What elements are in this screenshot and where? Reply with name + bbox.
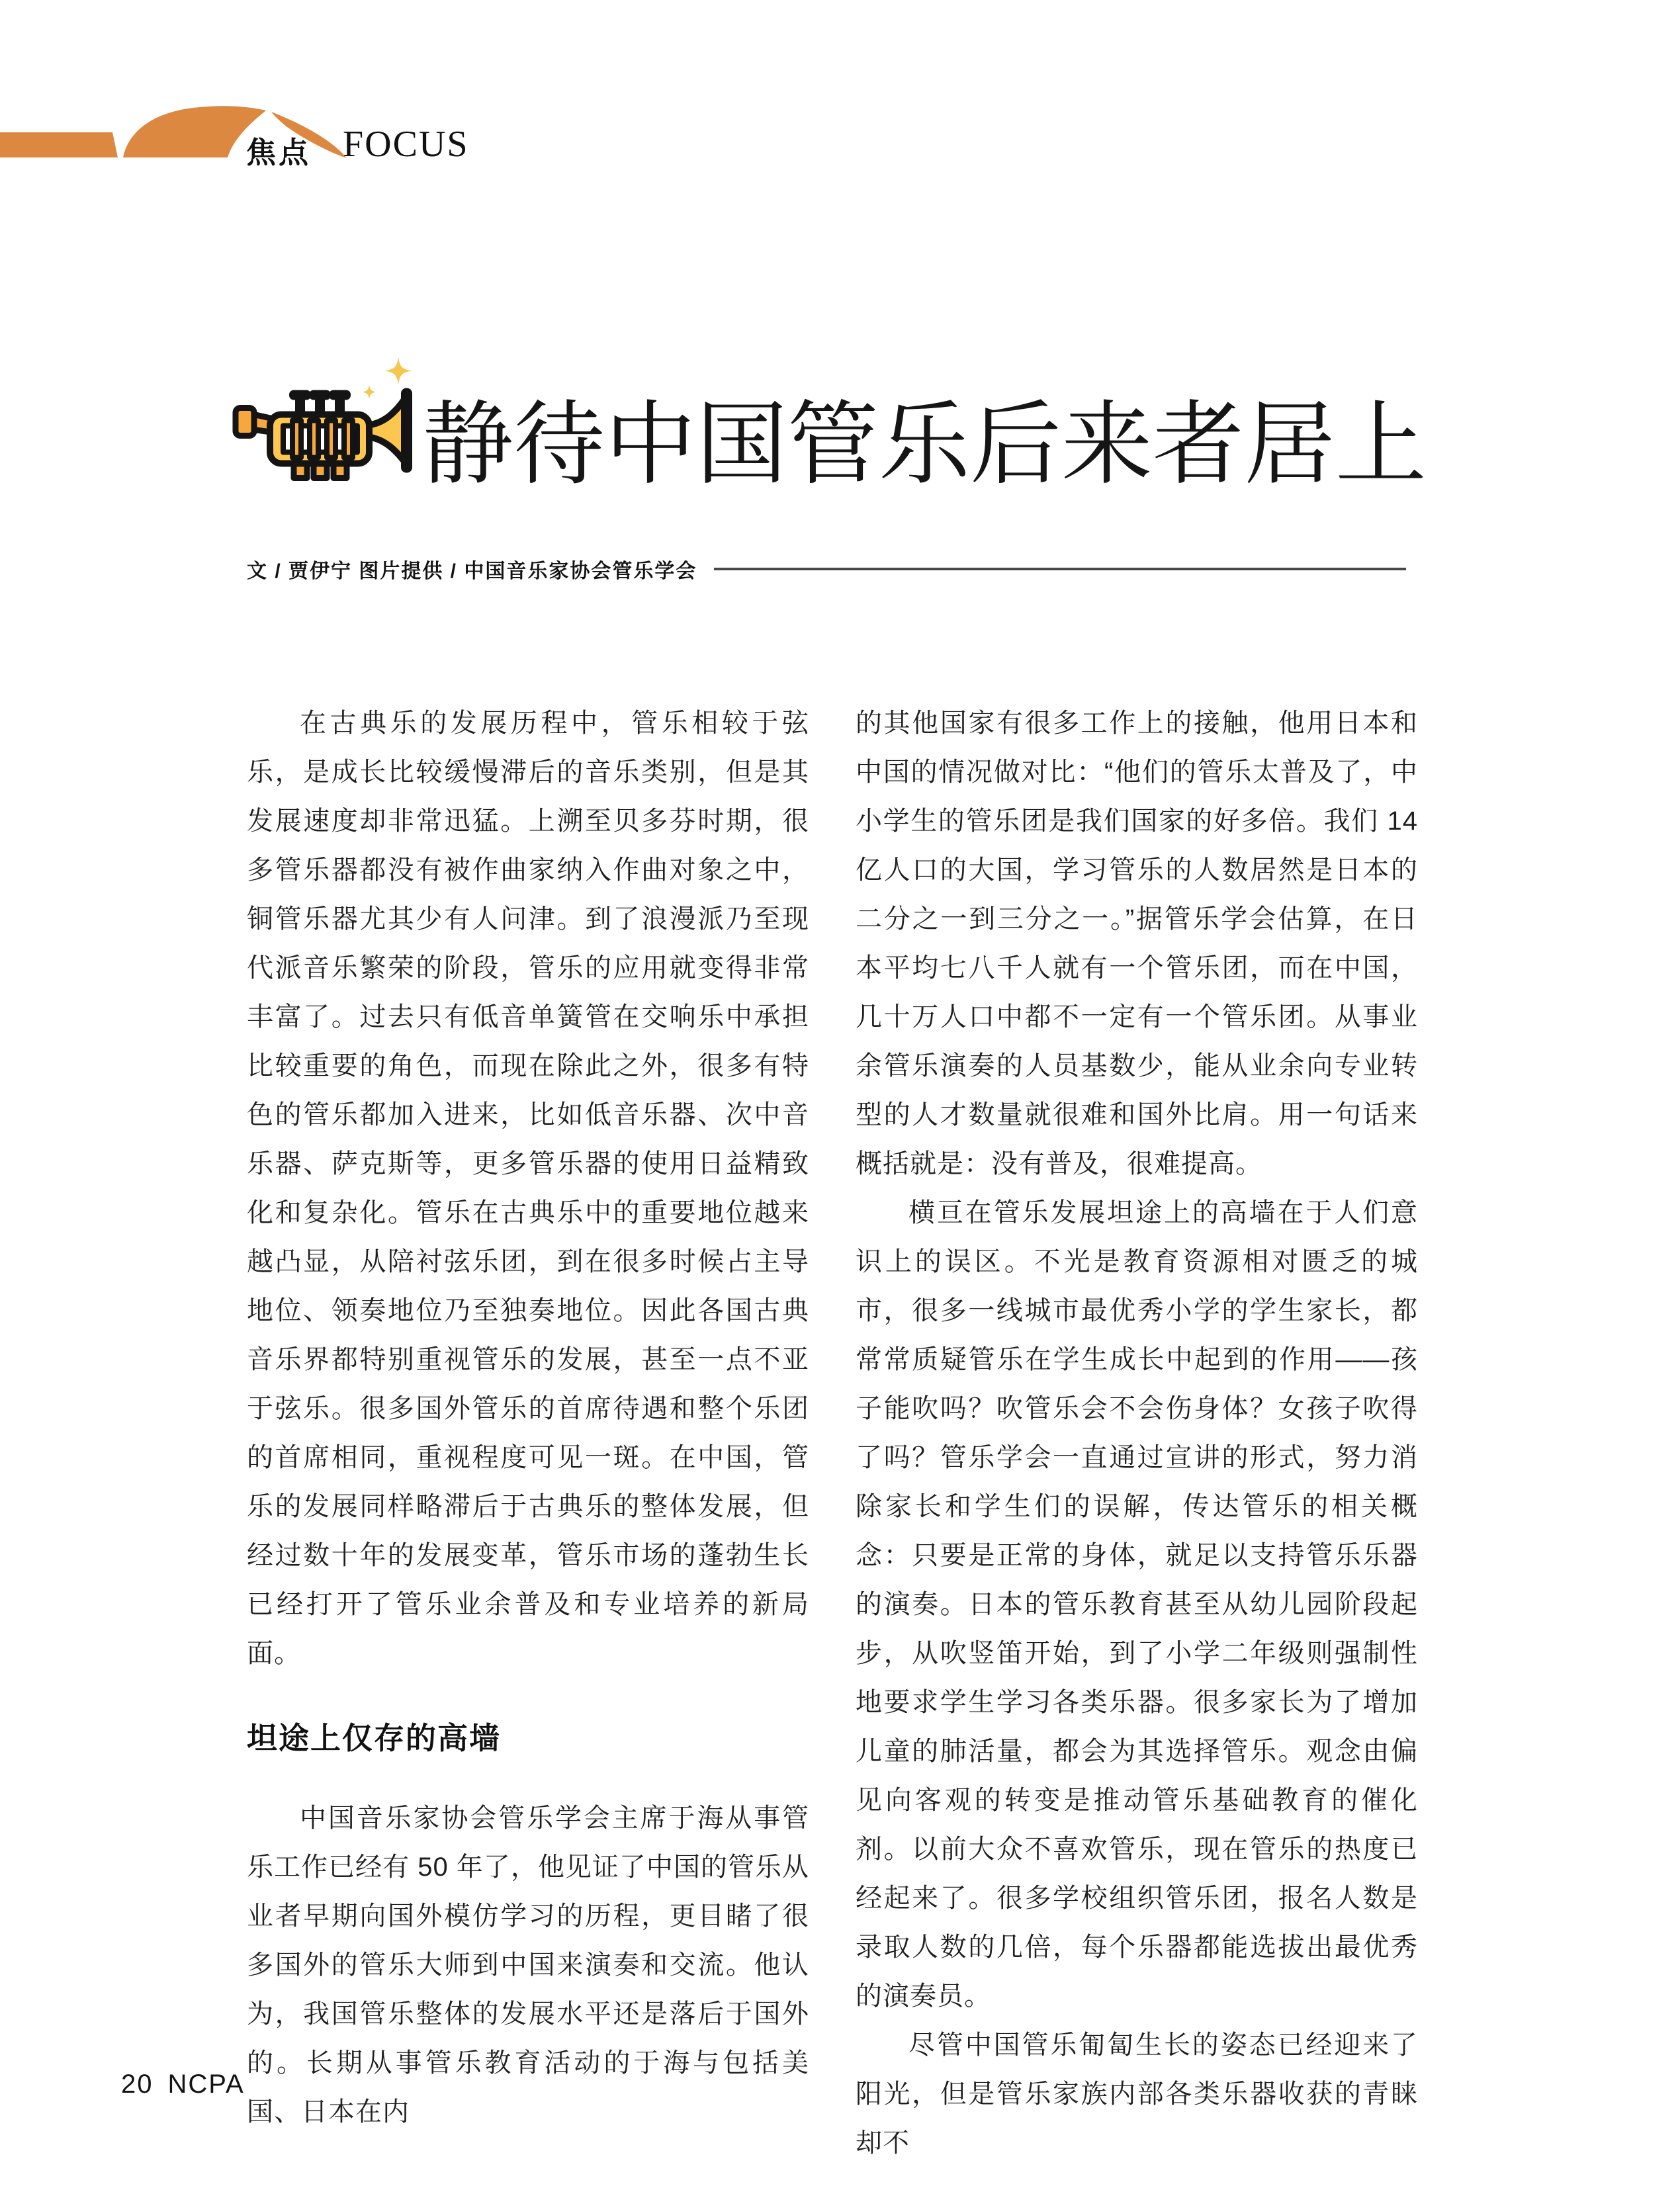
- trumpet-icon: [232, 349, 430, 485]
- footer-page-number: 20: [121, 2070, 154, 2099]
- article-right-column: [856, 699, 1418, 2167]
- paragraph: 尽管中国管乐匍匐生长的姿态已经迎来了阳光，但是管乐家族内部各类乐器收获的青睐却不: [856, 2031, 1418, 2158]
- paragraph: 的其他国家有很多工作上的接触，他用日本和中国的情况做对比：“他们的管乐太普及了，中小学生的管乐团是我们国家的好多倍。我们 14 亿人口的大国，学习管乐的人数居然是日本的二分之一到三分之一。”据管乐学会估算，在日本平均七八千人就有一个管乐团，而在中国，几十万人口中都不一定有一个管乐团。从事业余管乐演奏的人员基数少，能从业余向专业转型的人才数量就很难和国外比肩。用一句话来概括就是：没有普及，很难提高。: [856, 709, 1418, 1178]
- section-label-cn: 焦点: [246, 136, 312, 169]
- byline-row: [247, 554, 1406, 584]
- article-left-column: [247, 699, 809, 2167]
- paragraph: 在古典乐的发展历程中，管乐相较于弦乐，是成长比较缓慢滞后的音乐类别，但是其发展速度却非常迅猛。上溯至贝多芬时期，很多管乐器都没有被作曲家纳入作曲对象之中，铜管乐器尤其少有人问津。到了浪漫派乃至现代派音乐繁荣的阶段，管乐的应用就变得非常丰富了。过去只有低音单簧管在交响乐中承担比较重要的角色，而现在除此之外，很多有特色的管乐都加入进来，比如低音乐器、次中音乐器、萨克斯等，更多管乐器的使用日益精致化和复杂化。管乐在古典乐中的重要地位越来越凸显，从陪衬弦乐团，到在很多时候占主导地位、领奏地位乃至独奏地位。因此各国古典音乐界都特别重视管乐的发展，甚至一点不亚于弦乐。很多国外管乐的首席待遇和整个乐团的首席相同，重视程度可见一斑。在中国，管乐的发展同样略滞后于古典乐的整体发展，但经过数十年的发展变革，管乐市场的蓬勃生长已经打开了管乐业余普及和专业培养的新局面。: [247, 709, 809, 1668]
- article-body: [247, 699, 1417, 2167]
- header-dome: [123, 106, 266, 157]
- header-bar: [0, 132, 118, 157]
- paragraph: 中国音乐家协会管乐学会主席于海从事管乐工作已经有 50 年了，他见证了中国的管乐从业者早期向国外模仿学习的历程，更目睹了很多国外的管乐大师到中国来演奏和交流。他认为，我国管乐整体的发展水平还是落后于国外的。长期从事管乐教育活动的于海与包括美国、日本在内: [247, 1804, 809, 2127]
- section-heading: 坦途上仅存的高墙: [247, 1721, 501, 1755]
- article-title: 静待中国管乐后来者居上: [422, 394, 1427, 496]
- page-footer: [121, 2070, 245, 2099]
- section-label-en: FOCUS: [343, 124, 469, 165]
- trumpet-bell: [369, 399, 405, 462]
- byline: 文 / 贾伊宁 图片提供 / 中国音乐家协会管乐学会: [247, 560, 697, 582]
- byline-rule: [714, 568, 1406, 570]
- paragraph: 横亘在管乐发展坦途上的高墙在于人们意识上的误区。不光是教育资源相对匮乏的城市，很多一线城市最优秀小学的学生家长，都常常质疑管乐在学生成长中起到的作用——孩子能吹吗？吹管乐会不会伤身体？女孩子吹得了吗？管乐学会一直通过宣讲的形式，努力消除家长和学生们的误解，传达管乐的相关概念：只要是正常的身体，就足以支持管乐乐器的演奏。日本的管乐教育甚至从幼儿园阶段起步，从吹竖笛开始，到了小学二年级则强制性地要求学生学习各类乐器。很多家长为了增加儿童的肺活量，都会为其选择管乐。观念由偏见向客观的转变是推动管乐基础教育的催化剂。以前大众不喜欢管乐，现在管乐的热度已经起来了。很多学校组织管乐团，报名人数是录取人数的几倍，每个乐器都能选拔出最优秀的演奏员。: [856, 1198, 1418, 2011]
- footer-magazine-label: NCPA: [167, 2070, 245, 2099]
